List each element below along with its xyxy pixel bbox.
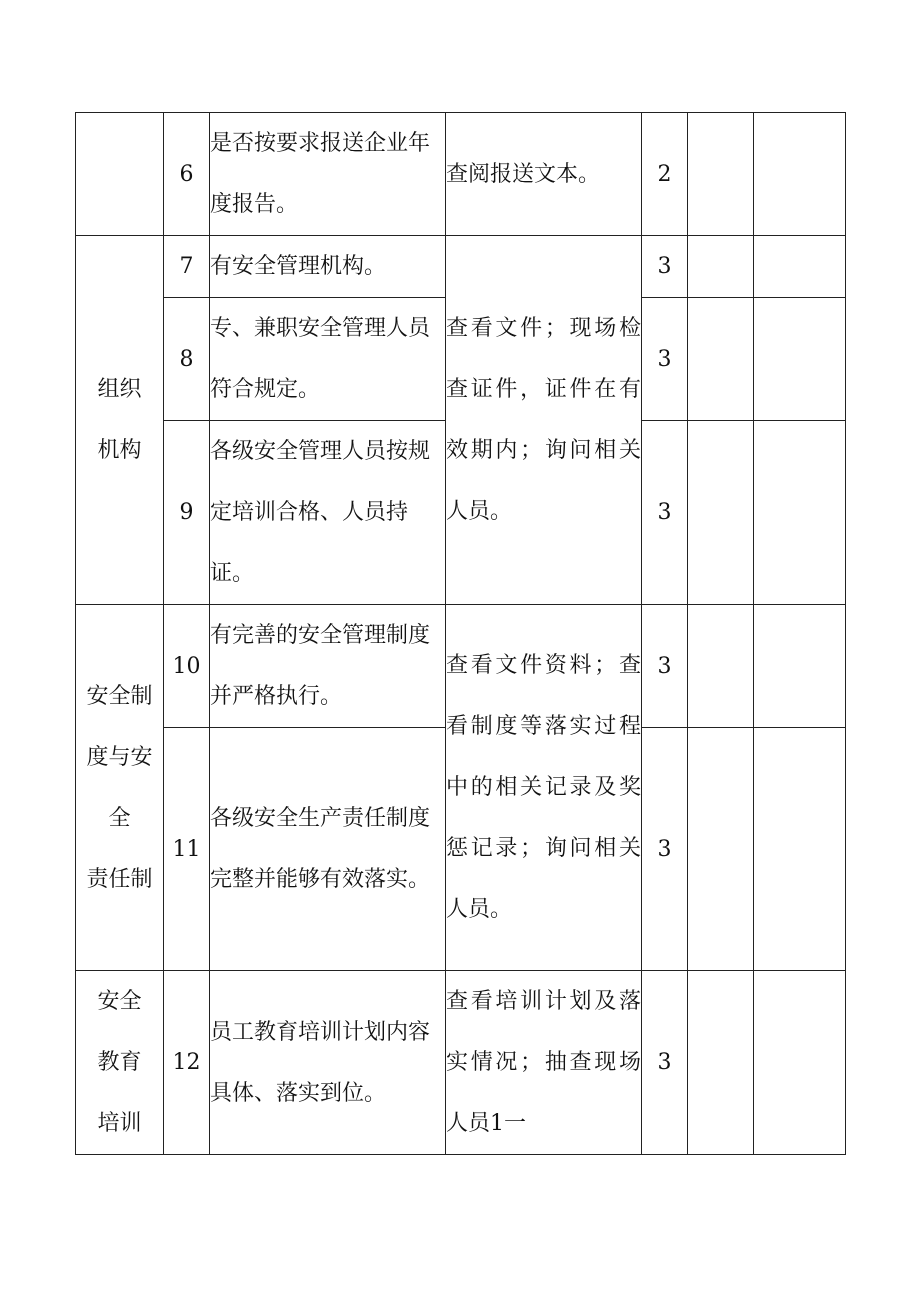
inspection-checklist-table xyxy=(75,112,846,1155)
blank-cell xyxy=(754,605,846,728)
check-method: 查看培训计划及落实情况；抽查现场人员1一 xyxy=(446,971,642,1155)
score-value: 3 xyxy=(642,236,688,298)
check-item: 员工教育培训计划内容具体、落实到位。 xyxy=(210,971,446,1155)
blank-cell xyxy=(754,421,846,605)
blank-cell xyxy=(754,971,846,1155)
score-value: 3 xyxy=(642,971,688,1155)
blank-cell xyxy=(754,113,846,236)
item-number: 8 xyxy=(164,298,210,421)
blank-cell xyxy=(688,421,754,605)
blank-cell xyxy=(754,728,846,971)
item-number: 11 xyxy=(164,728,210,971)
score-value: 3 xyxy=(642,728,688,971)
check-item: 有完善的安全管理制度并严格执行。 xyxy=(210,605,446,728)
item-number: 7 xyxy=(164,236,210,298)
check-item: 有安全管理机构。 xyxy=(210,236,446,298)
score-value: 2 xyxy=(642,113,688,236)
item-number: 9 xyxy=(164,421,210,605)
check-item: 是否按要求报送企业年度报告。 xyxy=(210,113,446,236)
blank-cell xyxy=(688,236,754,298)
score-value: 3 xyxy=(642,605,688,728)
category-cell: 安全制 度与安 全 责任制 xyxy=(76,605,164,971)
blank-cell xyxy=(688,728,754,971)
score-value: 3 xyxy=(642,298,688,421)
table-row xyxy=(76,971,846,1155)
check-item: 各级安全生产责任制度完整并能够有效落实。 xyxy=(210,728,446,971)
check-method: 查看文件资料；查看制度等落实过程中的相关记录及奖惩记录；询问相关人员。 xyxy=(446,605,642,971)
item-number: 6 xyxy=(164,113,210,236)
blank-cell xyxy=(688,605,754,728)
table-row xyxy=(76,113,846,236)
blank-cell xyxy=(688,298,754,421)
category-cell xyxy=(76,113,164,236)
table-row xyxy=(76,605,846,728)
category-cell: 安全 教育 培训 xyxy=(76,971,164,1155)
check-item: 专、兼职安全管理人员符合规定。 xyxy=(210,298,446,421)
item-number: 10 xyxy=(164,605,210,728)
blank-cell xyxy=(754,298,846,421)
table-row xyxy=(76,236,846,298)
score-value: 3 xyxy=(642,421,688,605)
blank-cell xyxy=(688,113,754,236)
item-number: 12 xyxy=(164,971,210,1155)
blank-cell xyxy=(688,971,754,1155)
check-method: 查看文件；现场检查证件，证件在有效期内；询问相关人员。 xyxy=(446,236,642,605)
check-method: 查阅报送文本。 xyxy=(446,113,642,236)
blank-cell xyxy=(754,236,846,298)
category-cell: 组织 机构 xyxy=(76,236,164,605)
check-item: 各级安全管理人员按规定培训合格、人员持证。 xyxy=(210,421,446,605)
